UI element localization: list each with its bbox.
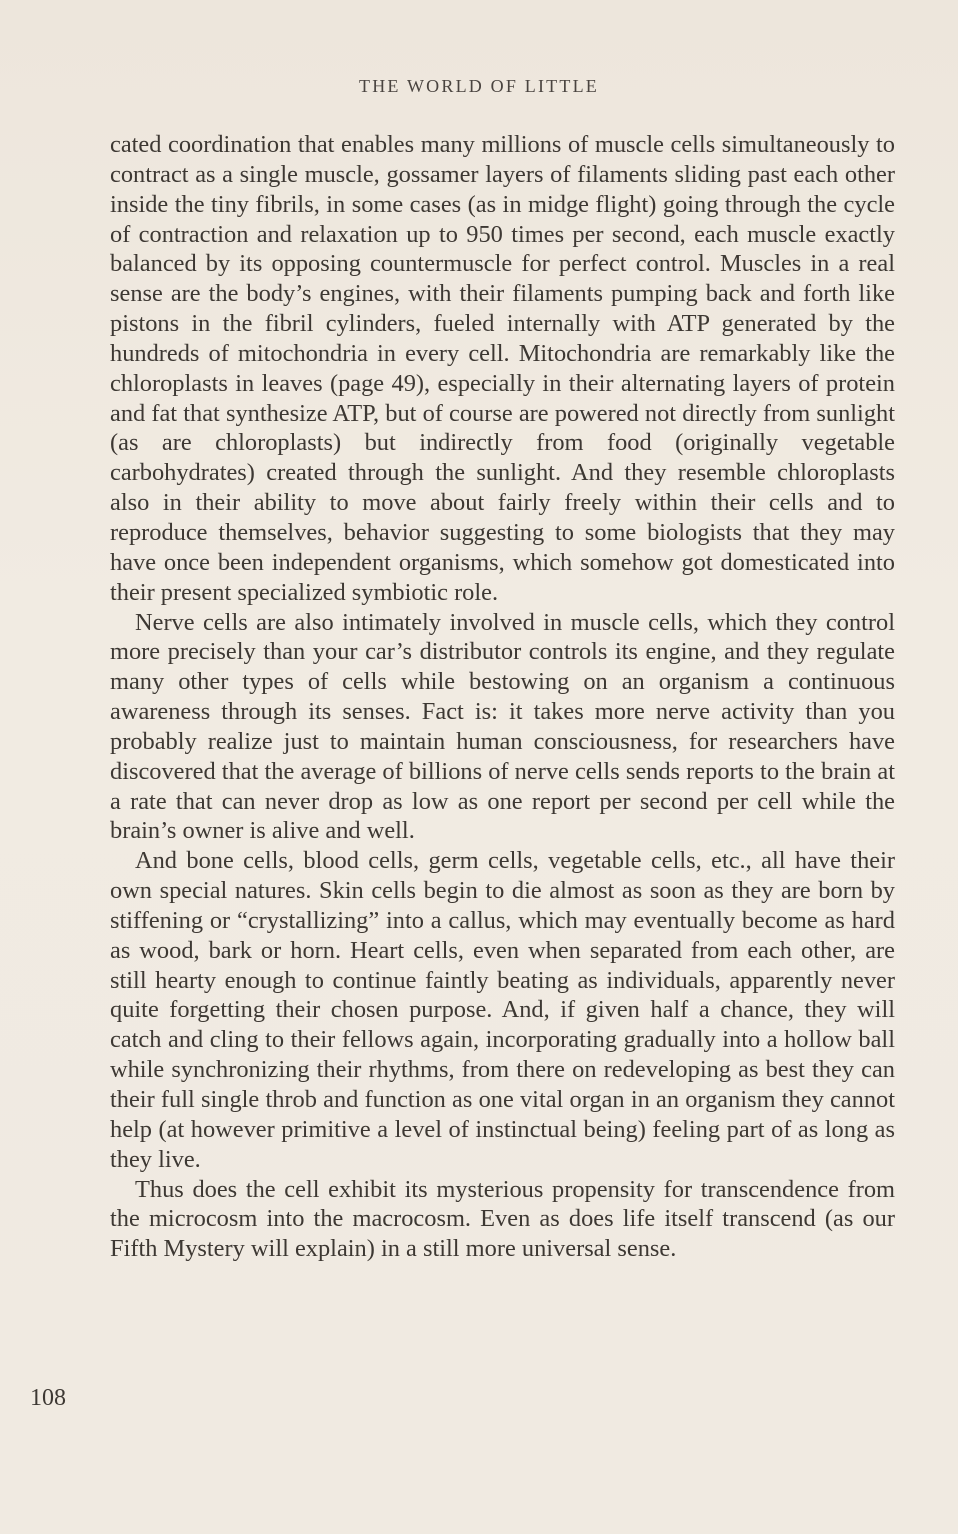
running-head: THE WORLD OF LITTLE [359,76,599,96]
page-number: 108 [30,1385,66,1411]
paragraph-1: cated coordination that enables many millions of muscle cells simultaneously to contract as a single muscle, gossamer layers of filaments sliding past each other inside the tiny fibrils, in some cases (as in midge flight) going through the cycle of contraction and relaxation up to 950 times per second, each muscle exactly balanced by its opposing countermuscle for perfect control. Muscles in a real sense are the body’s engines, with their filaments pumping back and forth like pistons in the fibril cylinders, fueled internally with ATP generated by the hundreds of mitochondria in every cell. Mitochondria are remarkably like the chloroplasts in leaves (page 49), especially in their alternating layers of protein and fat that synthesize ATP, but of course are powered not directly from sunlight (as are chloroplasts) but indirectly from food (originally vegetable carbohydrates) created through the sunlight. And they resemble chloroplasts also in their ability to move about fairly freely within their cells and to reproduce themselves, behavior suggesting to some biologists that they may have once been independent organisms, which somehow got domesticated into their present specialized symbiotic role. [110,131,895,606]
paragraph-2: Nerve cells are also intimately involved in muscle cells, which they control more precisely than your car’s distributor controls its engine, and they regulate many other types of cells while bestowing on an organism a continuous awareness through its senses. Fact is: it takes more nerve activity than you probably realize just to maintain human consciousness, for researchers have discovered that the average of billions of nerve cells sends reports to the brain at a rate that can never drop as low as one report per second per cell while the brain’s owner is alive and well. [110,608,895,845]
paragraph-4: Thus does the cell exhibit its mysterious propensity for transcendence from the microcosm into the macrocosm. Even as does life itself transcend (as our Fifth Mystery will explain) in a still more universal sense. [110,1175,895,1263]
body-text [110,130,895,1264]
paragraph-3: And bone cells, blood cells, germ cells, vegetable cells, etc., all have their own special natures. Skin cells begin to die almost as soon as they are born by stiffening or “crystallizing” into a callus, which may eventually become as hard as wood, bark or horn. Heart cells, even when separated from each other, are still hearty enough to continue faintly beating as individuals, apparently never quite forgetting their chosen purpose. And, if given half a chance, they will catch and cling to their fellows again, incorporating gradually into a hollow ball while synchronizing their rhythms, from there on redeveloping as best they can their full single throb and function as one vital organ in an organism they cannot help (at however primitive a level of instinctual being) feeling part of as long as they live. [110,847,895,1173]
